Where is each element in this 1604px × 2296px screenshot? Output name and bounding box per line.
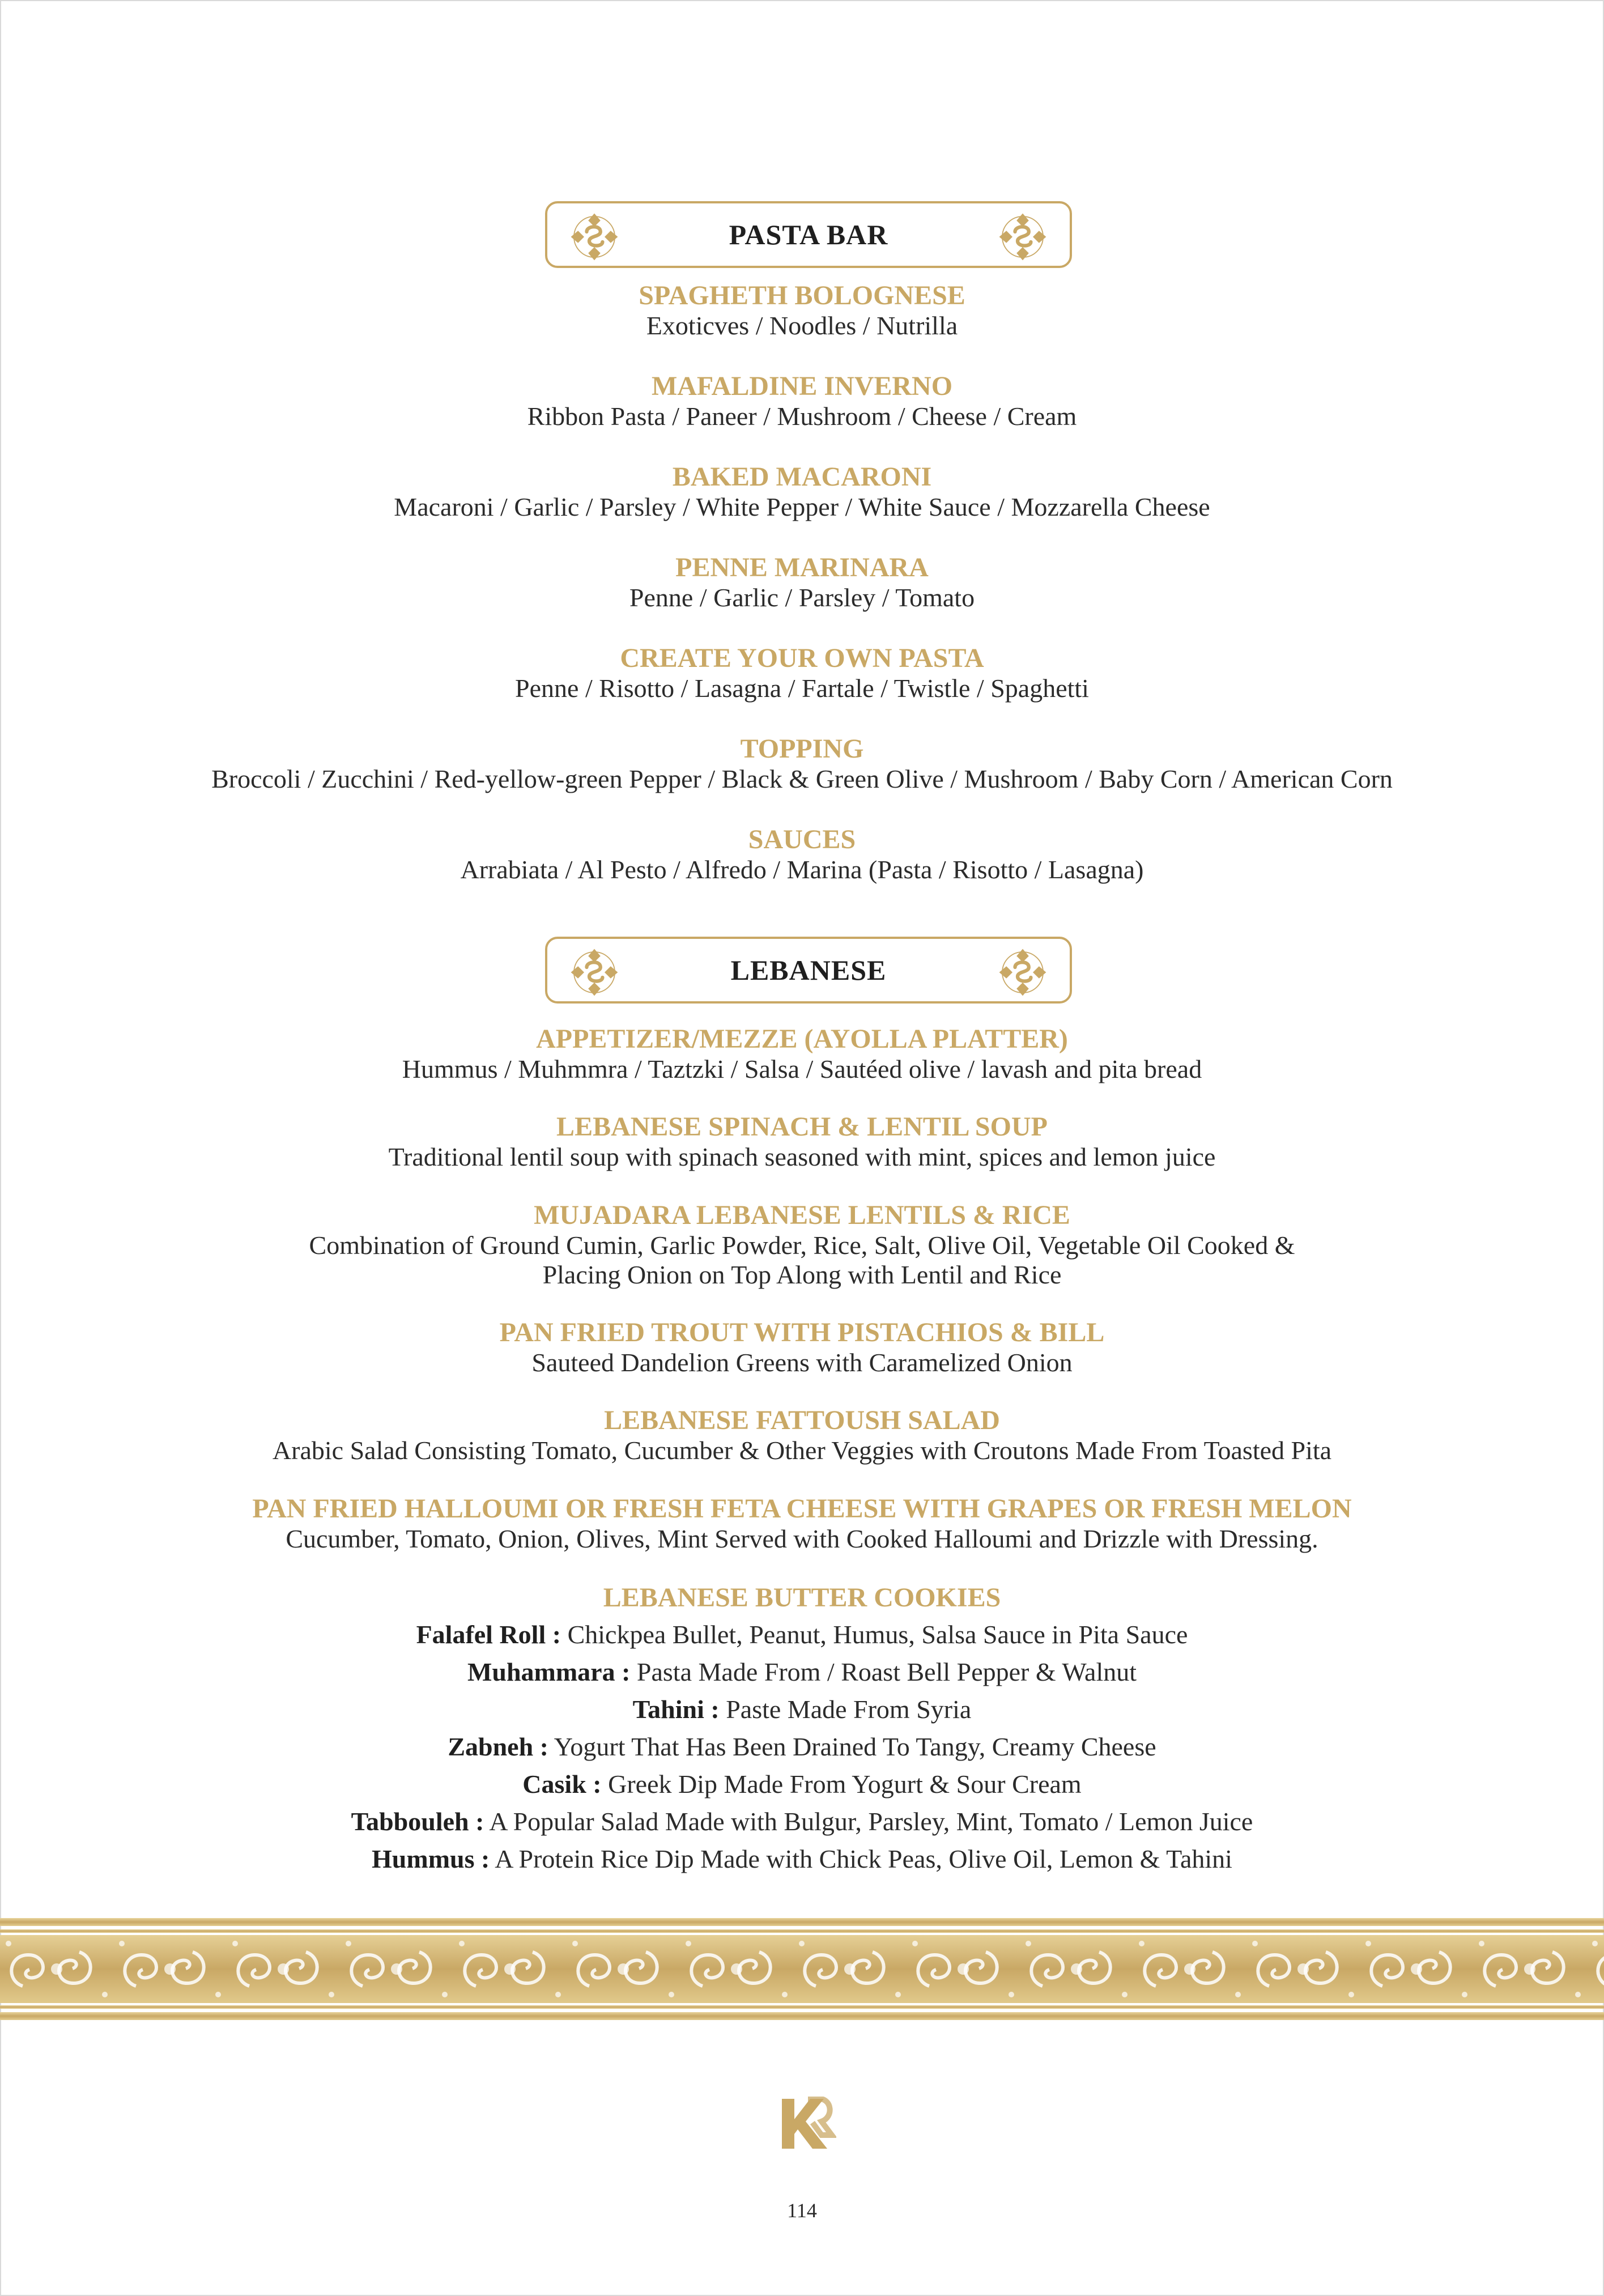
menu-item-description: Exoticves / Noodles / Nutrilla — [646, 311, 958, 340]
detail-text: Pasta Made From / Roast Bell Pepper & Walnut — [630, 1657, 1137, 1686]
menu-item — [0, 824, 1604, 885]
menu-item-description: Placing Onion on Top Along with Lentil and Rice — [542, 1260, 1062, 1289]
menu-item-name: APPETIZER/MEZZE (AYOLLA PLATTER) — [536, 1024, 1068, 1054]
detail-term: Falafel Roll : — [416, 1620, 561, 1649]
menu-item-description: Penne / Risotto / Lasagna / Fartale / Twistle / Spaghetti — [515, 674, 1089, 703]
menu-item-description: Hummus / Muhmmra / Taztzki / Salsa / Sautéed olive / lavash and pita bread — [402, 1055, 1202, 1083]
menu-item-description: Arrabiata / Al Pesto / Alfredo / Marina (Pasta / Risotto / Lasagna) — [460, 855, 1144, 884]
menu-item-name: SAUCES — [748, 824, 856, 854]
detail-text: A Protein Rice Dip Made with Chick Peas, Olive Oil, Lemon & Tahini — [490, 1844, 1232, 1873]
ornament-icon — [997, 947, 1048, 998]
detail-term: Tahini : — [632, 1695, 720, 1724]
detail-text: Chickpea Bullet, Peanut, Humus, Salsa Sauce in Pita Sauce — [561, 1620, 1188, 1649]
menu-item-name: PAN FRIED HALLOUMI OR FRESH FETA CHEESE WITH GRAPES OR FRESH MELON — [252, 1494, 1352, 1524]
detail-line — [0, 1840, 1604, 1878]
detail-term: Hummus : — [372, 1844, 490, 1873]
detail-term: Muhammara : — [467, 1657, 631, 1686]
menu-item-description: Arabic Salad Consisting Tomato, Cucumber & Other Veggies with Croutons Made From Toasted Pita — [272, 1436, 1332, 1465]
section-title: PASTA BAR — [729, 219, 888, 250]
menu-item-name: CREATE YOUR OWN PASTA — [620, 643, 984, 673]
detail-term: Zabneh : — [448, 1732, 548, 1761]
menu-item — [0, 734, 1604, 794]
menu-item-name: LEBANESE SPINACH & LENTIL SOUP — [556, 1112, 1048, 1142]
menu-item-name: MAFALDINE INVERNO — [651, 371, 953, 401]
detail-text: Yogurt That Has Been Drained To Tangy, Creamy Cheese — [548, 1732, 1156, 1761]
detail-text: Greek Dip Made From Yogurt & Sour Cream — [601, 1770, 1082, 1798]
ornament-icon — [997, 211, 1048, 262]
page-number: 114 — [787, 2199, 817, 2222]
menu-item-description: Broccoli / Zucchini / Red-yellow-green Pepper / Black & Green Olive / Mushroom / Baby Corn / American Corn — [211, 764, 1393, 793]
ornament-icon — [569, 211, 620, 262]
menu-item-description: Traditional lentil soup with spinach seasoned with mint, spices and lemon juice — [388, 1142, 1216, 1171]
detail-line — [0, 1616, 1604, 1653]
section-title: LEBANESE — [730, 954, 887, 986]
detail-text: Paste Made From Syria — [719, 1695, 972, 1724]
menu-item-description: Ribbon Pasta / Paneer / Mushroom / Cheese / Cream — [527, 402, 1077, 431]
menu-item-name: LEBANESE BUTTER COOKIES — [603, 1583, 1001, 1613]
menu-item-description: Penne / Garlic / Parsley / Tomato — [629, 583, 975, 612]
detail-line — [0, 1691, 1604, 1728]
menu-item — [0, 1200, 1604, 1290]
menu-item — [0, 371, 1604, 431]
menu-item — [0, 1494, 1604, 1554]
menu-item-name: MUJADARA LEBANESE LENTILS & RICE — [534, 1200, 1070, 1230]
menu-item-description: Sauteed Dandelion Greens with Caramelized Onion — [531, 1348, 1073, 1377]
menu-item-name: LEBANESE FATTOUSH SALAD — [604, 1405, 1000, 1435]
menu-item-name: BAKED MACARONI — [672, 462, 932, 492]
menu-item-description: Cucumber, Tomato, Onion, Olives, Mint Served with Cooked Halloumi and Drizzle with Dressing. — [286, 1524, 1318, 1553]
section-banner-pasta-bar — [545, 201, 1072, 268]
detail-line — [0, 1803, 1604, 1840]
menu-item-name: PENNE MARINARA — [675, 552, 929, 582]
detail-line — [0, 1653, 1604, 1691]
menu-item — [0, 1317, 1604, 1377]
menu-item — [0, 280, 1604, 341]
detail-term: Tabbouleh : — [351, 1807, 484, 1836]
menu-item — [0, 1112, 1604, 1172]
detail-term: Casik : — [522, 1770, 602, 1798]
kr-logo — [777, 2097, 836, 2151]
menu-item-name: SPAGHETH BOLOGNESE — [639, 280, 965, 311]
ornament-icon — [569, 947, 620, 998]
menu-item — [0, 1024, 1604, 1084]
detail-text: A Popular Salad Made with Bulgur, Parsley, Mint, Tomato / Lemon Juice — [484, 1807, 1253, 1836]
detail-line — [0, 1766, 1604, 1803]
menu-item-description: Combination of Ground Cumin, Garlic Powder, Rice, Salt, Olive Oil, Vegetable Oil Cooked & — [309, 1231, 1295, 1260]
menu-item-name: TOPPING — [740, 734, 864, 764]
menu-item — [0, 1405, 1604, 1465]
decorative-border — [0, 1918, 1604, 2020]
section-banner-lebanese — [545, 937, 1072, 1004]
menu-item — [0, 552, 1604, 613]
menu-item-name: PAN FRIED TROUT WITH PISTACHIOS & BILL — [499, 1317, 1105, 1347]
menu-item-description: Macaroni / Garlic / Parsley / White Pepper / White Sauce / Mozzarella Cheese — [394, 492, 1210, 521]
menu-item — [0, 643, 1604, 703]
lebanese-details-list — [0, 1616, 1604, 1878]
menu-item — [0, 1583, 1604, 1613]
menu-item — [0, 462, 1604, 522]
detail-line — [0, 1728, 1604, 1766]
